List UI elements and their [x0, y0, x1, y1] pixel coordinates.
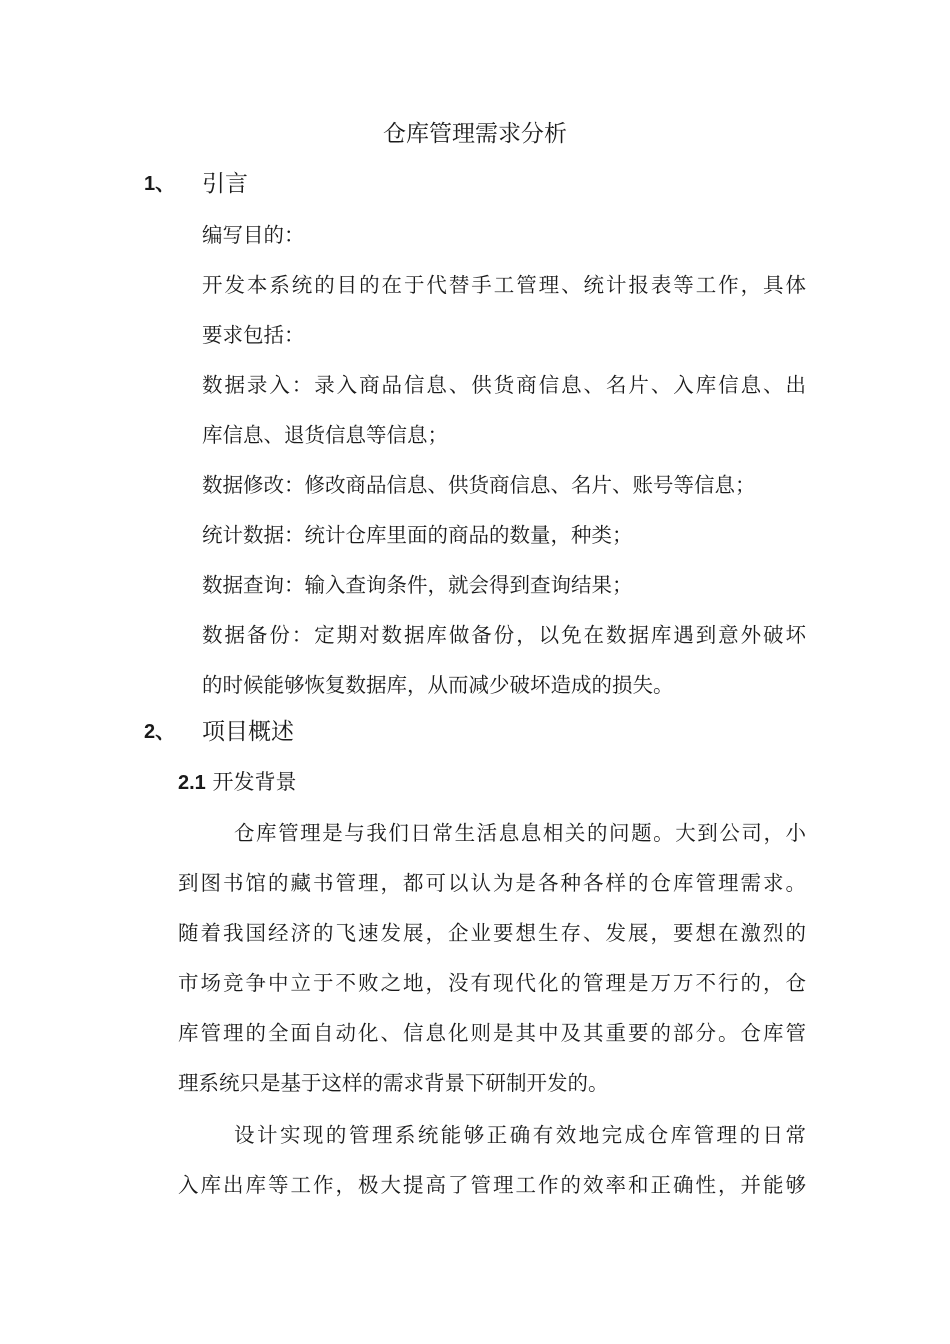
- section-2-line: 理系统只是基于这样的需求背景下研制开发的。: [178, 1071, 609, 1095]
- section-1-line: 库信息、退货信息等信息；: [202, 423, 448, 447]
- subsection-title: 开发背景: [212, 770, 297, 794]
- section-2-line: 库管理的全面自动化、信息化则是其中及其重要的部分。仓库管: [178, 1021, 806, 1045]
- section-2-heading: 项目概述: [202, 719, 294, 745]
- document-title: 仓库管理需求分析: [383, 121, 567, 147]
- section-2-line: 随着我国经济的飞速发展，企业要想生存、发展，要想在激烈的: [178, 921, 806, 945]
- section-1-line: 的时候能够恢复数据库，从而减少破坏造成的损失。: [202, 673, 674, 697]
- section-2-number: 2、: [144, 721, 176, 743]
- section-2-line: 入库出库等工作，极大提高了管理工作的效率和正确性，并能够: [178, 1173, 806, 1197]
- section-2-line: 到图书馆的藏书管理，都可以认为是各种各样的仓库管理需求。: [178, 871, 806, 895]
- section-2-line: 市场竞争中立于不败之地，没有现代化的管理是万万不行的，仓: [178, 971, 806, 995]
- section-1-heading: 引言: [202, 171, 248, 197]
- section-1-line: 数据录入：录入商品信息、供货商信息、名片、入库信息、出: [202, 373, 806, 397]
- section-1-line: 开发本系统的目的在于代替手工管理、统计报表等工作，具体: [202, 273, 806, 297]
- section-1-number: 1、: [144, 173, 176, 195]
- subsection-heading: [178, 764, 297, 801]
- section-1-line: 数据备份：定期对数据库做备份，以免在数据库遇到意外破坏: [202, 623, 806, 647]
- section-2-line: 设计实现的管理系统能够正确有效地完成仓库管理的日常: [234, 1123, 806, 1147]
- section-1-line: 要求包括：: [202, 323, 305, 347]
- subsection-number: 2.1: [178, 772, 206, 794]
- section-1-line: 统计数据：统计仓库里面的商品的数量，种类；: [202, 523, 633, 547]
- section-1-line: 编写目的：: [202, 223, 305, 247]
- section-2-line: 仓库管理是与我们日常生活息息相关的问题。大到公司，小: [234, 821, 806, 845]
- section-1-line: 数据查询：输入查询条件，就会得到查询结果；: [202, 573, 633, 597]
- section-1-line: 数据修改：修改商品信息、供货商信息、名片、账号等信息；: [202, 473, 756, 497]
